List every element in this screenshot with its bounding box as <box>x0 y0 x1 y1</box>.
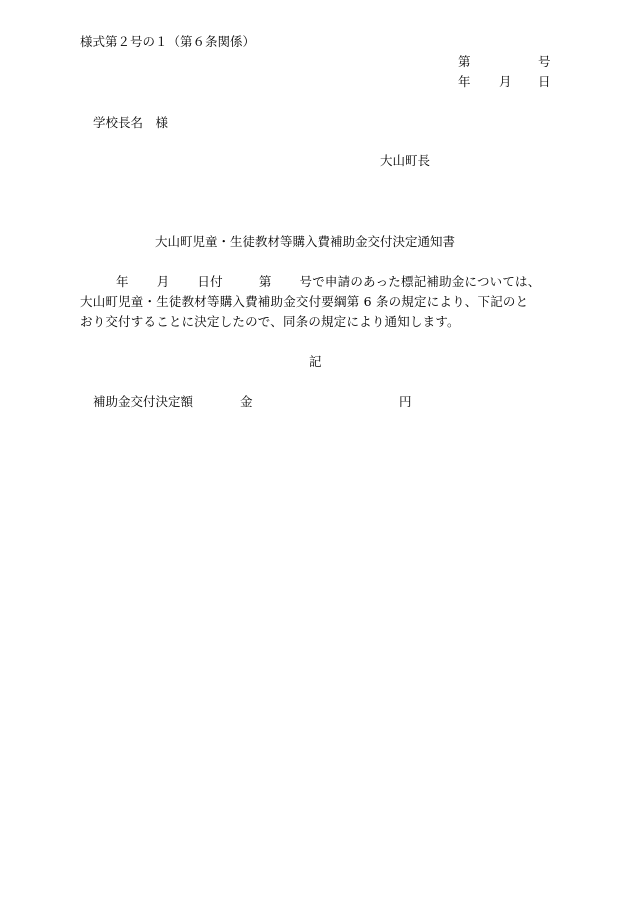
reference-dai: 第 <box>458 54 471 69</box>
document-title: 大山町児童・生徒教材等購入費補助金交付決定通知書 <box>155 234 456 249</box>
body-dai: 第 <box>258 274 272 289</box>
body-line-1 <box>80 276 540 289</box>
amount-label: 補助金交付決定額 <box>93 394 194 409</box>
ki-heading: 記 <box>309 354 322 369</box>
form-number: 様式第２号の１（第６条関係） <box>80 34 256 49</box>
amount-kin: 金 <box>240 394 253 409</box>
date-year: 年 <box>458 74 471 89</box>
body-rest: 号で申請のあった標記補助金については、 <box>299 274 541 289</box>
reference-go: 号 <box>538 54 551 69</box>
body-hizuke: 日付 <box>197 274 223 289</box>
date-day: 日 <box>538 74 551 89</box>
amount-yen: 円 <box>399 394 412 409</box>
body-line-3: おり交付することに決定したので、同条の規定により通知します。 <box>80 314 460 329</box>
body-month: 月 <box>156 274 170 289</box>
body-line-2: 大山町児童・生徒教材等購入費補助金交付要綱第 6 条の規定により、下記のと <box>80 294 529 309</box>
addressee: 学校長名 様 <box>93 115 169 130</box>
date-month: 月 <box>499 74 512 89</box>
issuer: 大山町長 <box>380 153 431 168</box>
body-year: 年 <box>116 274 129 289</box>
